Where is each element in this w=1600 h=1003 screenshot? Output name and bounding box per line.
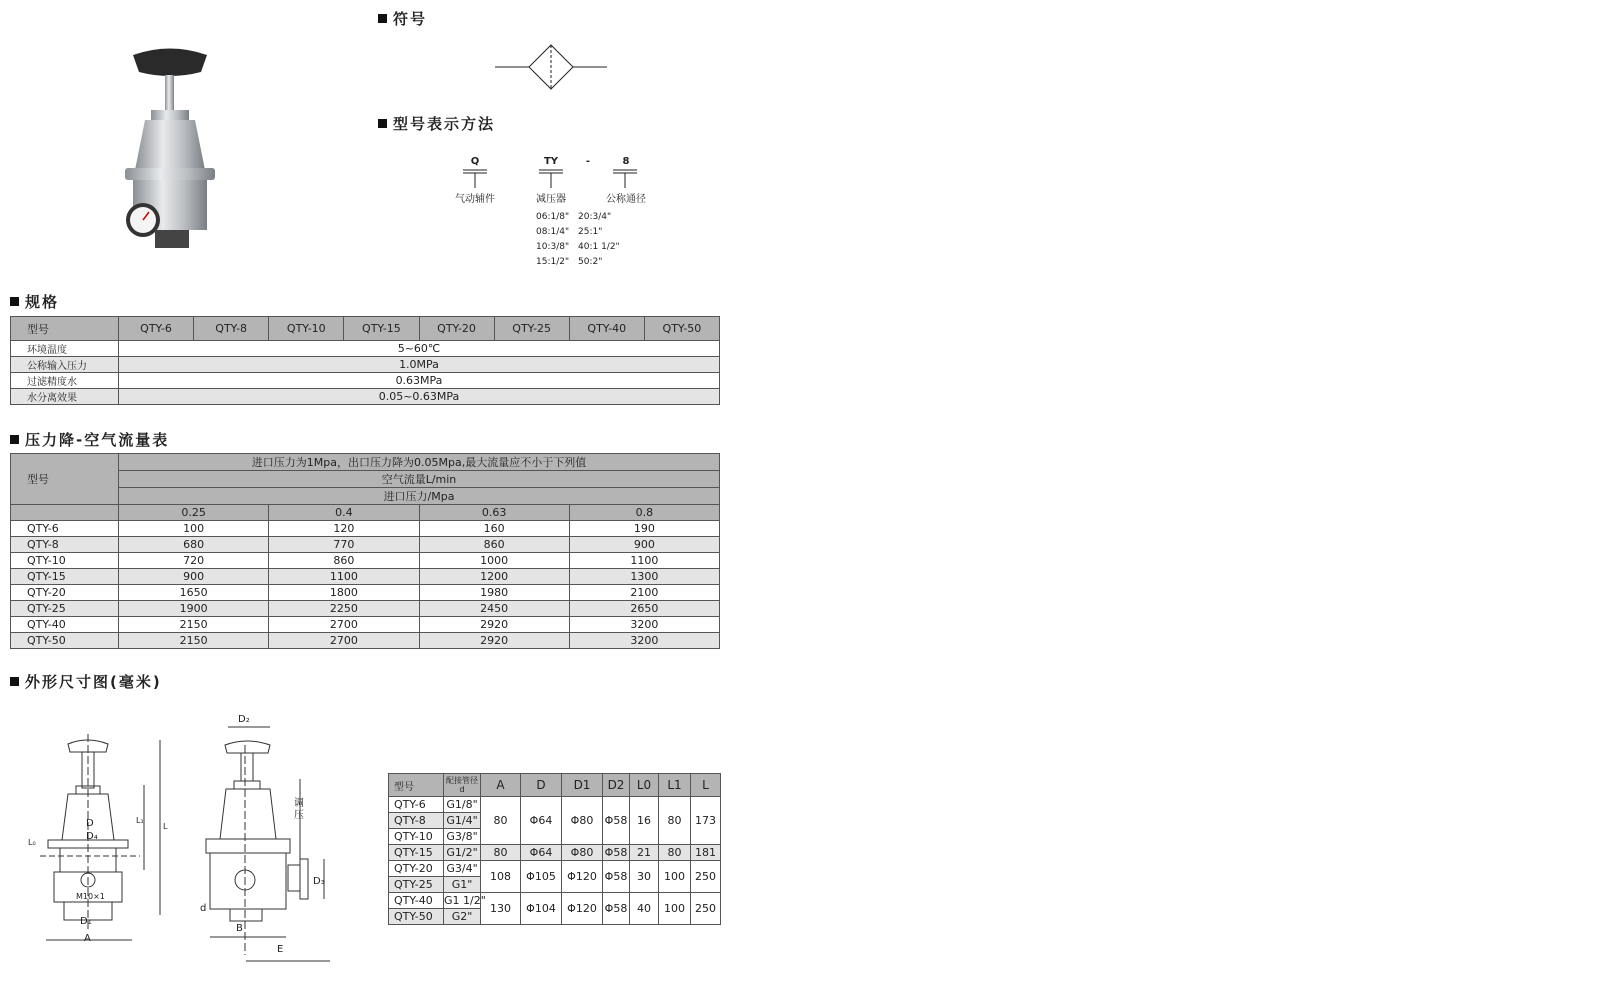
- dims-cell: 30: [630, 861, 659, 893]
- dims-cell: Φ64: [521, 845, 562, 861]
- table-row: [11, 521, 720, 537]
- flow-cell: 160: [419, 521, 569, 537]
- dim-label-small-d: d: [200, 903, 207, 914]
- size-item: 20:3/4": [578, 212, 612, 222]
- size-list-left: [536, 210, 569, 270]
- spec-row-label: 水分离效果: [11, 389, 119, 405]
- dims-cell: Φ105: [521, 861, 562, 893]
- model-code-dash: -: [585, 156, 591, 167]
- dims-model: QTY-40: [389, 893, 444, 909]
- flow-cell: 1800: [269, 585, 419, 601]
- dims-header: 配接管径d: [444, 774, 481, 797]
- spec-row-value: 0.05~0.63MPa: [119, 389, 720, 405]
- dim-label-d: D: [86, 818, 94, 829]
- table-row: [11, 633, 720, 649]
- flow-cell: 860: [269, 553, 419, 569]
- bullet-square-icon: [10, 435, 19, 444]
- flow-cell: 2150: [119, 633, 269, 649]
- flow-cell: 860: [419, 537, 569, 553]
- spec-row-label: 过滤精度水: [11, 373, 119, 389]
- dims-cell: 130: [481, 893, 521, 925]
- spec-row: [11, 357, 720, 373]
- dims-cell: 250: [691, 861, 721, 893]
- dims-cell: Φ58: [603, 893, 630, 925]
- dim-label-b: B: [236, 923, 243, 934]
- dim-label-l0: L₀: [28, 838, 36, 847]
- dims-header-row: [389, 774, 721, 797]
- dim-label-d1: D₁: [80, 916, 92, 927]
- dim-label-l: L: [163, 822, 168, 831]
- spec-row: [11, 341, 720, 357]
- model-code-brackets: [455, 168, 655, 190]
- flow-cell: 2150: [119, 617, 269, 633]
- section-dims-heading: 外形尺寸图(毫米): [10, 671, 162, 692]
- flow-cell: 680: [119, 537, 269, 553]
- dims-header: L1: [659, 774, 691, 797]
- size-item: 06:1/8": [536, 212, 570, 222]
- dims-cell: 80: [659, 797, 691, 845]
- model-code-ty: TY: [543, 156, 559, 167]
- flow-caption: 进口压力为1Mpa，出口压力降为0.05Mpa,最大流量应不小于下列值: [119, 454, 720, 471]
- flow-cell: 1900: [119, 601, 269, 617]
- flow-cell: 2920: [419, 633, 569, 649]
- dims-port: G1/2": [444, 845, 481, 861]
- spec-header-row: [11, 317, 720, 341]
- spec-model: QTY-20: [419, 317, 494, 341]
- spec-row-label: 环境温度: [11, 341, 119, 357]
- flow-pressure: 0.4: [269, 505, 419, 521]
- dims-cell: Φ104: [521, 893, 562, 925]
- flow-cell: 1100: [269, 569, 419, 585]
- dims-header: D1: [562, 774, 603, 797]
- size-item: 25:1": [578, 227, 603, 237]
- flow-cell: 2700: [269, 617, 419, 633]
- section-model-method-heading: 型号表示方法: [378, 113, 495, 134]
- dims-port: G1/4": [444, 813, 481, 829]
- dims-header: L: [691, 774, 721, 797]
- dims-header: L0: [630, 774, 659, 797]
- table-row: [389, 797, 721, 813]
- flow-cell: 1100: [569, 553, 719, 569]
- dims-port: G2": [444, 909, 481, 925]
- dims-port: G1 1/2": [444, 894, 486, 907]
- flow-cell: 2920: [419, 617, 569, 633]
- dims-port: G3/8": [444, 829, 481, 845]
- dim-label-d3: D₃: [313, 876, 325, 887]
- flow-row-model: QTY-50: [11, 633, 119, 649]
- spec-model: QTY-40: [569, 317, 644, 341]
- size-item: 50:2": [578, 257, 603, 267]
- dims-port: G1/8": [444, 797, 481, 813]
- dim-label-l1: L₁: [136, 816, 144, 825]
- dims-cell: 108: [481, 861, 521, 893]
- model-code-ty-meaning: 减压器: [536, 194, 566, 205]
- flow-row-model: QTY-10: [11, 553, 119, 569]
- flow-cell: 1200: [419, 569, 569, 585]
- flow-model-label: 型号: [11, 454, 119, 505]
- spec-row: [11, 373, 720, 389]
- flow-cell: 2700: [269, 633, 419, 649]
- spec-model: QTY-50: [644, 317, 719, 341]
- dims-cell: Φ120: [562, 893, 603, 925]
- flow-cell: 2450: [419, 601, 569, 617]
- dims-table: [388, 773, 721, 925]
- size-item: 15:1/2": [536, 257, 570, 267]
- flow-cell: 120: [269, 521, 419, 537]
- flow-pressure-values-row: [11, 505, 720, 521]
- dims-header: D2: [603, 774, 630, 797]
- flow-cell: 720: [119, 553, 269, 569]
- dims-cell: 80: [659, 845, 691, 861]
- table-row: [11, 585, 720, 601]
- dims-cell: Φ64: [521, 797, 562, 845]
- flow-unit-label: 空气流量L/min: [119, 471, 720, 488]
- flow-row-model: QTY-40: [11, 617, 119, 633]
- dim-label-m: M10×1: [76, 892, 105, 901]
- dim-label-e: E: [277, 944, 284, 955]
- bullet-square-icon: [10, 677, 19, 686]
- flow-pressure: 0.25: [119, 505, 269, 521]
- dim-label-a: A: [84, 933, 91, 944]
- spec-row-label: 公称输入压力: [11, 357, 119, 373]
- dims-cell: Φ58: [603, 861, 630, 893]
- flow-cell: 3200: [569, 633, 719, 649]
- dims-cell: 100: [659, 893, 691, 925]
- dims-cell: 173: [691, 797, 721, 845]
- size-item: 08:1/4": [536, 227, 570, 237]
- dims-model: QTY-10: [389, 829, 444, 845]
- spec-table: [10, 316, 720, 405]
- bullet-square-icon: [378, 14, 387, 23]
- spec-row-value: 0.63MPa: [119, 373, 720, 389]
- spec-model: QTY-8: [194, 317, 269, 341]
- flow-empty-cell: [11, 505, 119, 521]
- dims-cell: 16: [630, 797, 659, 845]
- filter-symbol-diagram: [495, 42, 607, 92]
- table-row: [11, 601, 720, 617]
- dims-model: QTY-20: [389, 861, 444, 877]
- section-spec-heading: 规格: [10, 291, 59, 312]
- model-code-size-meaning: 公称通径: [606, 194, 646, 205]
- flow-pressure-label: 进口压力/Mpa: [119, 488, 720, 505]
- dims-header: 型号: [389, 774, 444, 797]
- bullet-square-icon: [10, 297, 19, 306]
- flow-row-model: QTY-20: [11, 585, 119, 601]
- flow-cell: 1000: [419, 553, 569, 569]
- flow-pressure: 0.8: [569, 505, 719, 521]
- dims-cell: 80: [481, 797, 521, 845]
- dims-cell: Φ58: [603, 845, 630, 861]
- flow-row-model: QTY-6: [11, 521, 119, 537]
- dims-model: QTY-15: [389, 845, 444, 861]
- flow-cell: 100: [119, 521, 269, 537]
- flow-cell: 900: [569, 537, 719, 553]
- flow-pressure: 0.63: [419, 505, 569, 521]
- dims-cell: 40: [630, 893, 659, 925]
- dims-model: QTY-6: [389, 797, 444, 813]
- flow-cell: 1980: [419, 585, 569, 601]
- flow-cell: 190: [569, 521, 719, 537]
- dims-model: QTY-8: [389, 813, 444, 829]
- dims-cell: Φ120: [562, 861, 603, 893]
- spec-row-value: 5~60℃: [119, 341, 720, 357]
- dims-header: D: [521, 774, 562, 797]
- size-list-right: [578, 210, 620, 270]
- flow-caption-row: [11, 454, 720, 471]
- dims-cell: 100: [659, 861, 691, 893]
- size-item: 10:3/8": [536, 242, 570, 252]
- flow-cell: 2250: [269, 601, 419, 617]
- spec-model-label: 型号: [11, 317, 119, 341]
- dims-cell: Φ80: [562, 845, 603, 861]
- bullet-square-icon: [378, 119, 387, 128]
- flow-row-model: QTY-15: [11, 569, 119, 585]
- flow-cell: 900: [119, 569, 269, 585]
- flow-cell: 3200: [569, 617, 719, 633]
- dims-port: G1": [444, 877, 481, 893]
- table-row: [11, 537, 720, 553]
- model-code-size: 8: [622, 156, 630, 167]
- model-code-q-meaning: 气动辅件: [455, 194, 495, 205]
- dims-cell: 80: [481, 845, 521, 861]
- section-flow-heading: 压力降-空气流量表: [10, 429, 169, 450]
- dims-model: QTY-25: [389, 877, 444, 893]
- product-photo: [115, 40, 225, 260]
- section-symbol-heading: 符号: [378, 8, 427, 29]
- flow-cell: 2100: [569, 585, 719, 601]
- model-code-q: Q: [470, 156, 480, 167]
- table-row: [389, 893, 721, 909]
- table-row: [389, 845, 721, 861]
- flow-cell: 1650: [119, 585, 269, 601]
- dims-cell: Φ80: [562, 797, 603, 845]
- side-view-drawing: [200, 715, 340, 970]
- size-item: 40:1 1/2": [578, 242, 620, 252]
- dim-label-adjust: 调压: [294, 798, 304, 821]
- spec-model: QTY-15: [344, 317, 419, 341]
- dims-cell: 181: [691, 845, 721, 861]
- spec-model: QTY-6: [119, 317, 194, 341]
- spec-row-value: 1.0MPa: [119, 357, 720, 373]
- flow-cell: 1300: [569, 569, 719, 585]
- dims-model: QTY-50: [389, 909, 444, 925]
- dims-cell: Φ58: [603, 797, 630, 845]
- flow-table: [10, 453, 720, 649]
- dims-cell: 21: [630, 845, 659, 861]
- flow-row-model: QTY-8: [11, 537, 119, 553]
- dims-header: A: [481, 774, 521, 797]
- flow-cell: 770: [269, 537, 419, 553]
- flow-cell: 2650: [569, 601, 719, 617]
- dims-cell: 250: [691, 893, 721, 925]
- table-row: [11, 617, 720, 633]
- spec-model: QTY-25: [494, 317, 569, 341]
- spec-row: [11, 389, 720, 405]
- table-row: [11, 569, 720, 585]
- spec-model: QTY-10: [269, 317, 344, 341]
- dims-port: G3/4": [444, 861, 481, 877]
- table-row: [389, 861, 721, 877]
- flow-row-model: QTY-25: [11, 601, 119, 617]
- dim-label-d2: D₂: [238, 714, 250, 725]
- table-row: [11, 553, 720, 569]
- front-view-drawing: [20, 730, 180, 950]
- dim-label-d4: D₄: [86, 831, 98, 842]
